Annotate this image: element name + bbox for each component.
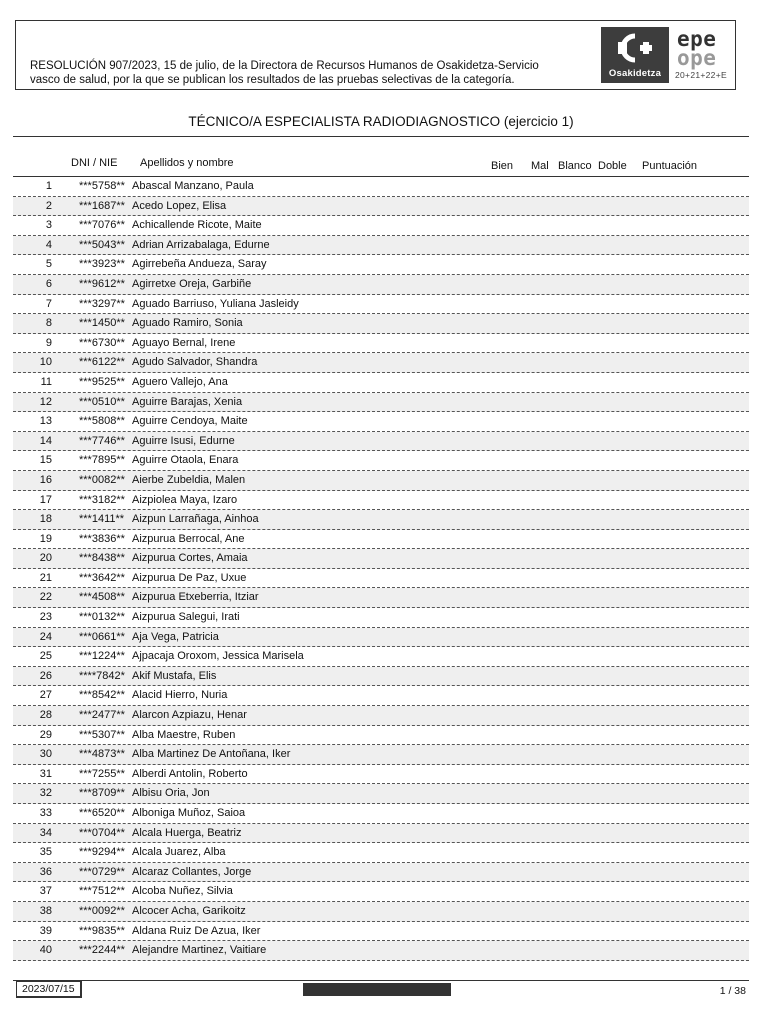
row-name: Alcala Huerga, Beatriz [132,826,242,839]
table-row [13,451,749,471]
row-number: 17 [39,493,52,506]
page-number: 1 / 38 [719,985,746,997]
table-row [13,843,749,863]
table-row [13,745,749,765]
row-name: Aguayo Bernal, Irene [132,336,236,349]
row-dni: ***7255** [79,767,125,780]
resolution-text: RESOLUCIÓN 907/2023, 15 de julio, de la Directora de Recursos Humanos de Osakidetza-Servicio vasco de salud, por la que se publican los resultados de las pruebas selectivas de la categoría. [30,60,539,86]
row-number: 36 [39,865,52,878]
row-number: 11 [40,375,52,388]
footer-redaction-bar [303,983,451,996]
row-name: Alba Martinez De Antoñana, Iker [132,748,291,761]
table-row [13,393,749,413]
table-row [13,549,749,569]
row-dni: ***0092** [79,904,125,917]
table-row [13,216,749,236]
row-number: 32 [39,787,52,800]
table-row [13,941,749,961]
row-name: Aguirre Isusi, Edurne [132,434,235,447]
row-number: 19 [39,532,52,545]
row-dni: ***8542** [79,689,125,702]
row-dni: ***0704** [79,826,125,839]
osakidetza-symbol-icon [618,33,652,63]
row-name: Agirrebeña Andueza, Saray [132,258,267,271]
row-number: 31 [39,767,52,780]
row-name: Acedo Lopez, Elisa [132,199,227,212]
row-name: Alboniga Muñoz, Saioa [132,807,246,819]
row-dni: ***5043** [79,238,125,251]
table-row [13,686,749,706]
osakidetza-logo [601,27,669,83]
table-row [13,530,749,550]
table-row [13,706,749,726]
row-name: Aguirre Barajas, Xenia [132,395,243,408]
row-dni: ***5307** [79,728,125,741]
table-row [13,608,749,628]
row-name: Abascal Manzano, Paula [132,180,254,192]
row-number: 1 [45,180,52,192]
row-dni: ***0132** [79,611,125,624]
row-name: Aguado Ramiro, Sonia [132,317,243,330]
row-number: 15 [39,454,52,467]
row-number: 20 [39,552,52,565]
row-dni: ***7512** [79,885,125,898]
row-number: 26 [39,669,52,682]
row-dni: ***0729** [79,865,125,878]
row-dni: ***5758** [79,180,125,192]
footer-divider [13,980,749,981]
row-name: Aizpurua Berrocal, Ane [132,532,245,545]
row-name: Alcala Juarez, Alba [132,846,226,859]
row-name: Alacid Hierro, Nuria [132,689,228,702]
table-row [13,510,749,530]
table-row [13,784,749,804]
row-dni: ****7842* [79,669,125,682]
row-number: 14 [39,434,52,447]
table-row [13,882,749,902]
table-row [13,177,749,197]
table-row [13,412,749,432]
row-number: 28 [39,709,52,722]
table-row [13,628,749,648]
table-row [13,255,749,275]
table-row [13,314,749,334]
table-row [13,432,749,452]
row-dni: ***1224** [79,650,125,663]
row-name: Aizpurua Etxeberria, Itziar [132,591,259,604]
row-number: 6 [45,277,52,290]
results-table [13,177,749,961]
row-number: 34 [39,826,52,839]
row-dni: ***3923** [79,258,125,271]
row-dni: ***2244** [79,944,125,957]
row-name: Aguero Vallejo, Ana [132,375,228,388]
row-number: 33 [39,807,52,819]
row-dni: ***0510** [79,395,125,408]
row-name: Ajpacaja Oroxom, Jessica Marisela [132,650,304,663]
row-number: 29 [39,728,52,741]
row-number: 25 [39,650,52,663]
table-row [13,824,749,844]
table-row [13,275,749,295]
column-header-puntuacion: Puntuación [642,160,698,172]
row-number: 5 [45,258,52,271]
table-row [13,236,749,256]
row-dni: ***6730** [79,336,125,349]
row-number: 13 [39,415,52,428]
row-dni: ***7895** [79,454,125,467]
row-number: 2 [45,199,52,212]
table-row [13,922,749,942]
table-row [13,804,749,824]
row-name: Aizpurua De Paz, Uxue [132,571,247,584]
row-dni: ***6520** [79,807,125,819]
row-number: 12 [39,395,52,408]
table-row [13,569,749,589]
column-header-blanco: Blanco [558,160,592,172]
osakidetza-logo-text: Osakidetza [608,68,662,79]
row-name: Agirretxe Oreja, Garbiñe [132,277,252,290]
row-name: Alejandre Martinez, Vaitiare [132,944,267,957]
row-name: Alcocer Acha, Garikoitz [132,904,246,917]
row-name: Akif Mustafa, Elis [132,669,217,682]
row-number: 23 [39,611,52,624]
row-number: 40 [39,944,52,957]
epe-logo-line1: epe [677,27,717,51]
row-number: 9 [45,336,52,349]
column-header-bien: Bien [491,160,514,172]
row-dni: ***4873** [79,748,125,761]
table-row [13,902,749,922]
row-dni: ***9525** [79,375,125,388]
table-row [13,373,749,393]
column-header-doble: Doble [598,160,627,172]
row-dni: ***8709** [79,787,125,800]
table-row [13,726,749,746]
row-name: Alarcon Azpiazu, Henar [132,709,247,722]
row-name: Aizpun Larrañaga, Ainhoa [132,513,259,526]
row-number: 8 [45,317,52,330]
row-dni: ***0661** [79,630,125,643]
row-dni: ***7746** [79,434,125,447]
row-number: 21 [39,571,52,584]
footer-date: 2023/07/15 [16,981,82,998]
row-name: Aja Vega, Patricia [132,630,219,643]
row-name: Adrian Arrizabalaga, Edurne [132,238,270,251]
row-dni: ***8438** [79,552,125,565]
row-name: Aguado Barriuso, Yuliana Jasleidy [132,297,299,310]
document-title: TÉCNICO/A ESPECIALISTA RADIODIAGNOSTICO (ejercicio 1) [188,114,574,129]
row-name: Aizpurua Cortes, Amaia [132,552,248,565]
table-row [13,471,749,491]
row-number: 10 [39,356,52,369]
row-name: Aldana Ruiz De Azua, Iker [132,924,261,937]
row-name: Aguirre Otaola, Enara [132,454,239,467]
row-name: Alcoba Nuñez, Silvia [132,885,233,898]
row-number: 4 [45,238,52,251]
row-number: 24 [39,630,52,643]
title-divider [13,136,749,137]
row-dni: ***6122** [79,356,125,369]
row-dni: ***1450** [79,317,125,330]
row-dni: ***3182** [79,493,125,506]
row-name: Agudo Salvador, Shandra [132,356,258,369]
table-row [13,491,749,511]
row-dni: ***1411** [79,513,125,526]
row-name: Achicallende Ricote, Maite [132,219,262,232]
row-number: 22 [39,591,52,604]
row-number: 27 [39,689,52,702]
row-dni: ***9612** [79,277,125,290]
table-row [13,334,749,354]
column-header-name: Apellidos y nombre [140,157,234,169]
row-name: Alba Maestre, Ruben [132,728,236,741]
row-name: Aguirre Cendoya, Maite [132,415,248,428]
row-number: 37 [39,885,52,898]
row-dni: ***2477** [79,709,125,722]
row-dni: ***0082** [79,473,125,486]
table-row [13,667,749,687]
column-header-mal: Mal [531,160,549,172]
row-dni: ***9294** [79,846,125,859]
row-dni: ***1687** [79,199,125,212]
row-dni: ***3642** [79,571,125,584]
row-dni: ***7076** [79,219,125,232]
row-number: 7 [45,297,52,310]
epe-ope-logo [673,27,733,83]
row-number: 38 [39,904,52,917]
row-number: 35 [39,846,52,859]
table-row [13,353,749,373]
table-row [13,765,749,785]
epe-logo-years: 20+21+22+E [675,70,727,80]
row-dni: ***4508** [79,591,125,604]
row-dni: ***3836** [79,532,125,545]
row-number: 30 [39,748,52,761]
row-name: Aierbe Zubeldia, Malen [132,473,246,486]
row-dni: ***5808** [79,415,125,428]
row-number: 18 [39,513,52,526]
epe-logo-line2: ope [677,46,717,70]
row-name: Albisu Oria, Jon [132,787,210,800]
row-number: 39 [39,924,52,937]
row-dni: ***3297** [79,297,125,310]
table-row [13,295,749,315]
row-name: Aizpiolea Maya, Izaro [132,493,238,506]
table-row [13,863,749,883]
table-row [13,647,749,667]
table-row [13,588,749,608]
row-number: 16 [39,473,52,486]
column-header-dni: DNI / NIE [71,157,118,169]
document-header [15,20,736,90]
row-dni: ***9835** [79,924,125,937]
row-name: Alberdi Antolin, Roberto [132,767,248,780]
row-name: Alcaraz Collantes, Jorge [132,865,252,878]
row-name: Aizpurua Salegui, Irati [132,611,240,624]
row-number: 3 [45,219,52,232]
table-row [13,197,749,217]
